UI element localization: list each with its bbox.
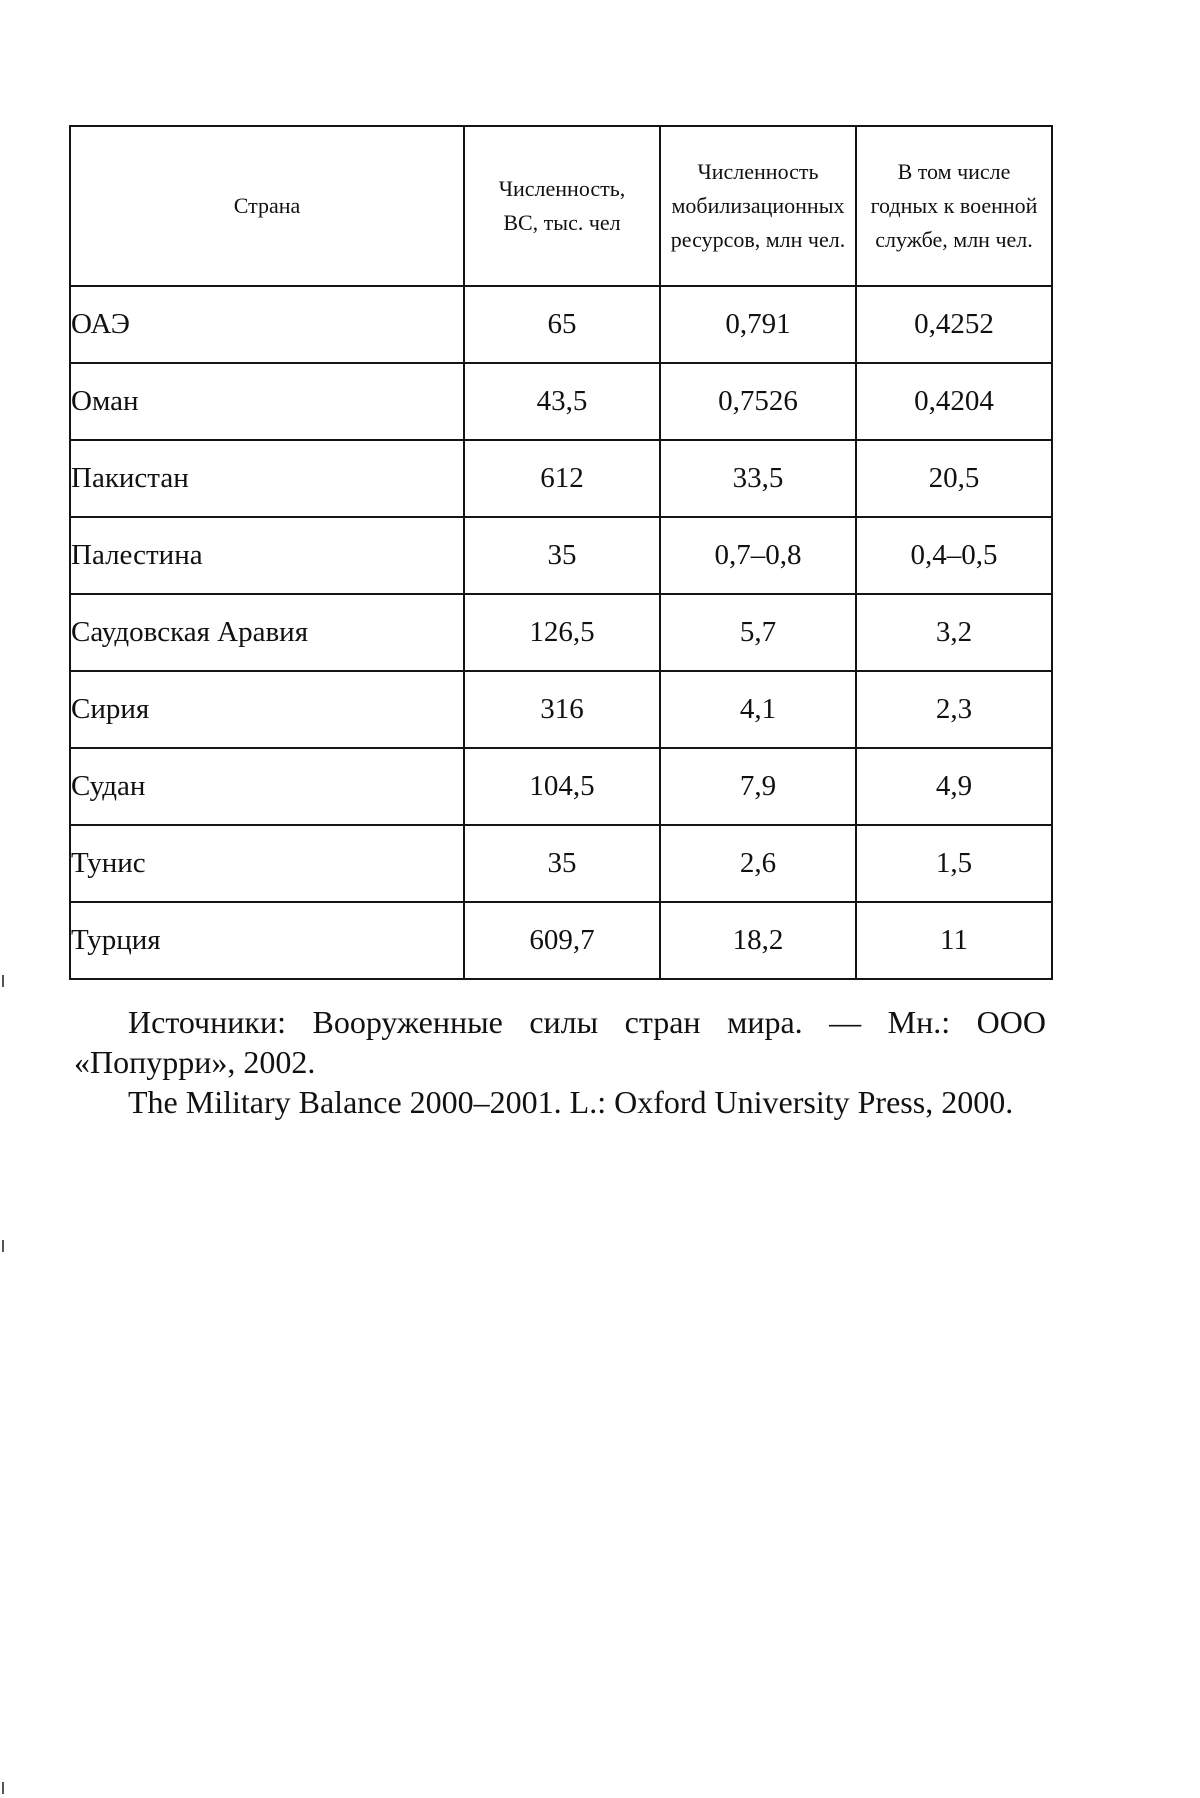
armed-forces-table: [69, 125, 1053, 980]
cell-fit: 4,9: [856, 748, 1052, 825]
cell-armed-forces: 35: [464, 517, 660, 594]
cell-country: Саудовская Аравия: [70, 594, 464, 671]
cell-mobilization: 33,5: [660, 440, 856, 517]
cell-mobilization: 2,6: [660, 825, 856, 902]
source-line-2: The Military Balance 2000–2001. L.: Oxford University Press, 2000.: [128, 1084, 1014, 1120]
cell-armed-forces: 316: [464, 671, 660, 748]
source-line-1: Источники: Вооруженные силы стран мира. — Мн.: ООО «Попурри», 2002.: [74, 1004, 1046, 1080]
header-text-line: ВС, тыс. чел: [503, 210, 621, 235]
header-text-line: Численность: [697, 158, 819, 184]
header-text-line: мобилизационных: [671, 192, 845, 218]
cell-mobilization: 18,2: [660, 902, 856, 979]
header-text-line: В том числе: [897, 158, 1011, 184]
table-row: [70, 286, 1052, 363]
table-row: [70, 517, 1052, 594]
cell-mobilization: 0,791: [660, 286, 856, 363]
cell-fit: 11: [856, 902, 1052, 979]
table-row: [70, 440, 1052, 517]
cell-mobilization: 0,7526: [660, 363, 856, 440]
cell-fit: 3,2: [856, 594, 1052, 671]
cell-country: Судан: [70, 748, 464, 825]
header-text-line: годных к военной: [870, 192, 1038, 218]
cell-country: Пакистан: [70, 440, 464, 517]
cell-mobilization: 0,7–0,8: [660, 517, 856, 594]
cell-fit: 0,4–0,5: [856, 517, 1052, 594]
cell-armed-forces: 104,5: [464, 748, 660, 825]
header-text-line: ресурсов, млн чел.: [670, 227, 846, 253]
cell-armed-forces: 35: [464, 825, 660, 902]
margin-mark: [2, 1782, 4, 1794]
table-body: [70, 286, 1052, 979]
cell-country: Палестина: [70, 517, 464, 594]
cell-mobilization: 4,1: [660, 671, 856, 748]
cell-country: Сирия: [70, 671, 464, 748]
table-row: [70, 594, 1052, 671]
header-country: [70, 126, 464, 286]
cell-armed-forces: 43,5: [464, 363, 660, 440]
header-fit-for-service: [856, 126, 1052, 286]
header-text-line: Страна: [233, 192, 301, 218]
sources-block: [74, 1002, 1046, 1122]
cell-country: Турция: [70, 902, 464, 979]
table-row: [70, 902, 1052, 979]
cell-country: ОАЭ: [70, 286, 464, 363]
cell-armed-forces: 65: [464, 286, 660, 363]
margin-mark: [2, 975, 4, 987]
cell-fit: 0,4204: [856, 363, 1052, 440]
cell-mobilization: 5,7: [660, 594, 856, 671]
header-armed-forces: [464, 126, 660, 286]
table-row: [70, 748, 1052, 825]
table-row: [70, 363, 1052, 440]
cell-mobilization: 7,9: [660, 748, 856, 825]
cell-armed-forces: 126,5: [464, 594, 660, 671]
header-text-line: Численность,: [498, 175, 626, 201]
cell-fit: 2,3: [856, 671, 1052, 748]
cell-fit: 20,5: [856, 440, 1052, 517]
cell-country: Тунис: [70, 825, 464, 902]
table-row: [70, 671, 1052, 748]
margin-mark: [2, 1240, 4, 1252]
header-text-line: службе, млн чел.: [875, 227, 1033, 253]
cell-fit: 0,4252: [856, 286, 1052, 363]
cell-country: Оман: [70, 363, 464, 440]
cell-armed-forces: 609,7: [464, 902, 660, 979]
header-mobilization-resources: [660, 126, 856, 286]
cell-fit: 1,5: [856, 825, 1052, 902]
table-row: [70, 825, 1052, 902]
table-header-row: [70, 126, 1052, 286]
cell-armed-forces: 612: [464, 440, 660, 517]
